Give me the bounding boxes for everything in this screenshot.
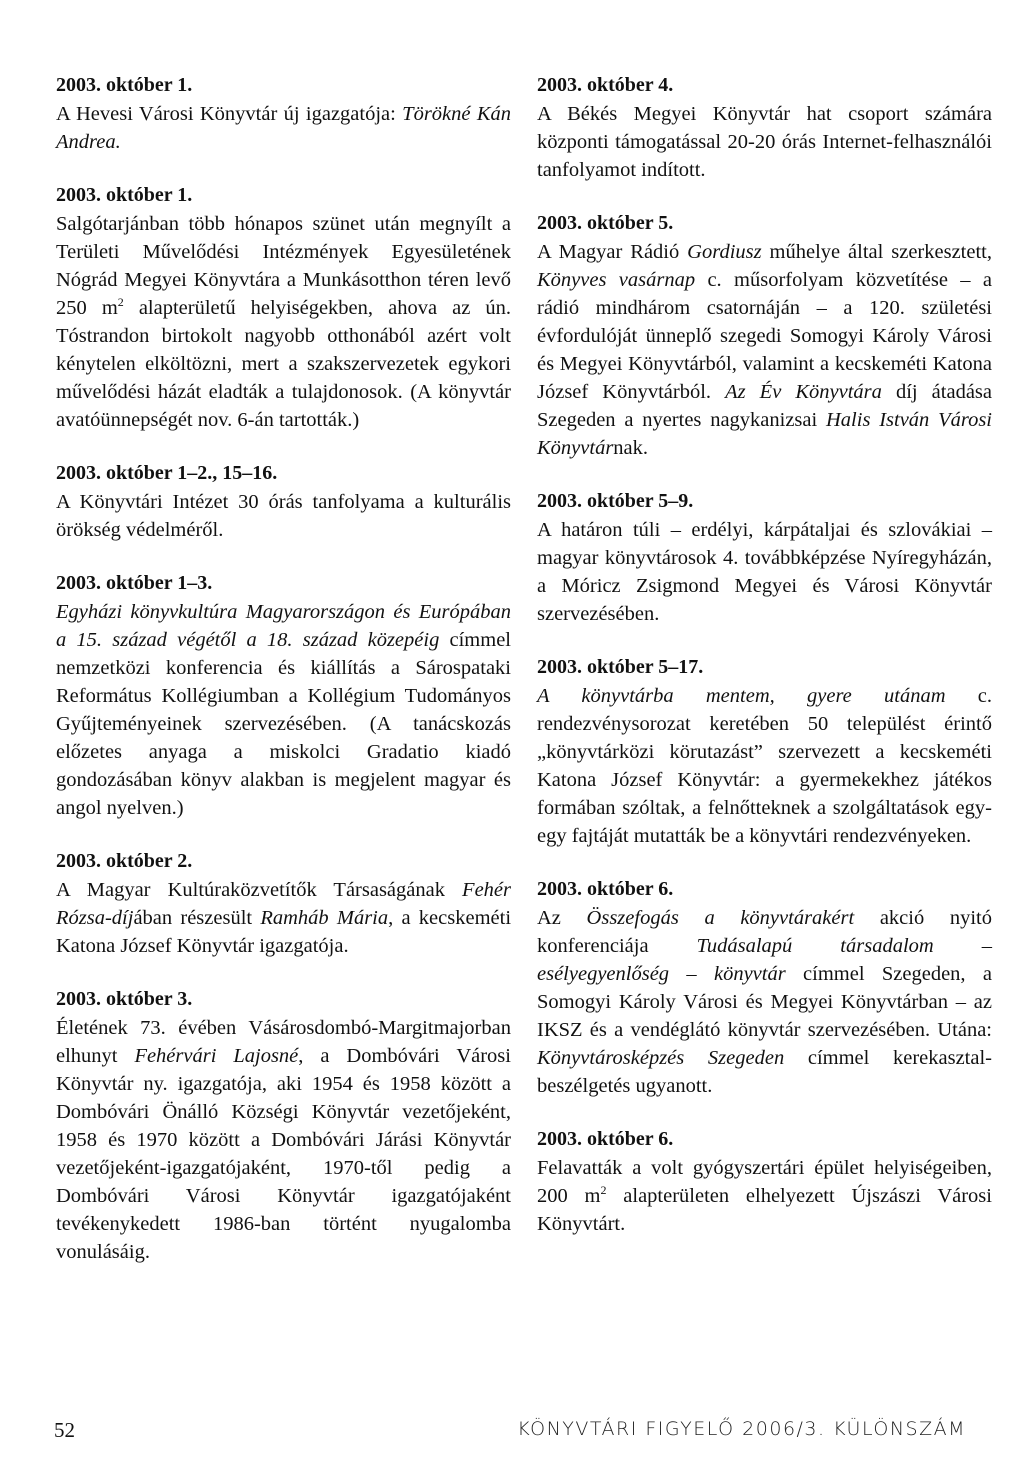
text-span: A határon túli – erdélyi, kárpátaljai és szlovákiai – magyar könyvtárosok 4. továbbképzése Nyíregyházán, a Móricz Zsigmond Megyei és Városi Könyvtár szervezésében.	[537, 519, 992, 625]
page-number: 52	[54, 1418, 75, 1442]
chronology-entry	[537, 211, 992, 462]
text-span: alapterületű helyiségekben, ahova az ún. Tóstrandon birtokolt nagyobb otthonából azért volt kénytelen elköltözni, mert a szakszervezetek egykori művelődési házát eladták a tulajdonosok. (A könyvtár avatóünnepségét nov. 6-án tartották.)	[56, 297, 511, 431]
text-span: A Könyvtári Intézet 30 órás tanfolyama a kulturális örökség védelméről.	[56, 491, 511, 541]
entry-text	[537, 100, 992, 184]
chronology-entry	[537, 1127, 992, 1238]
italic-title: Fehérvári Lajosné	[134, 1045, 299, 1067]
entry-text	[537, 1154, 992, 1238]
entry-date: 2003. október 5–9.	[537, 490, 694, 512]
text-span: címmel Szegeden, a Somogyi Károly Városi és Megyei Könyvtárban – az IKSZ és a vendéglátó könyvtár szervezésében. Utána:	[537, 963, 992, 1041]
entry-text	[537, 682, 992, 850]
entry-date: 2003. október 1–2., 15–16.	[56, 462, 278, 484]
entry-text	[56, 1014, 511, 1266]
journal-title: KÖNYVTÁRI FIGYELŐ 2006/3. KÜLÖNSZÁM	[517, 1418, 966, 1440]
italic-title: Összefogás a könyvtárakért	[586, 907, 855, 929]
text-span: Felavatták a volt gyógyszertári épület helyiségeiben, 200 m	[537, 1157, 992, 1207]
entry-text	[56, 876, 511, 960]
text-span: Életének 73. évében Vásárosdombó-Margitmajorban elhunyt	[56, 1017, 511, 1067]
text-span: címmel nemzetközi konferencia és kiállítás a Sárospataki Református Kollégiumban a Kollégium Tudományos Gyűjteményeinek szervezésében. (A tanácskozás előzetes anyaga a miskolci Gradatio kiadó gondozásában könyv alakban is megjelent magyar és angol nyelven.)	[56, 629, 511, 819]
chronology-entry	[56, 183, 511, 434]
entry-text	[537, 238, 992, 462]
entry-date: 2003. október 1–3.	[56, 572, 213, 594]
text-span: A Magyar Kultúraközvetítők Társaságának	[56, 879, 463, 901]
text-span: A Hevesi Városi Könyvtár új igazgatója:	[56, 103, 403, 125]
italic-title: Törökné Kán Andrea.	[56, 103, 512, 153]
text-span: c. rendezvénysorozat keretében 50 települést érintő „könyvtárközi körutazást” szervezett a kecskeméti Katona József Könyvtár: a gyermekekhez játékos formában szóltak, a felnőtteknek a szolgáltatások egy-egy fajtáját mutatták be a könyvtári rendezvényeken.	[537, 685, 992, 847]
text-span: nak.	[613, 437, 649, 459]
text-span: címmel kerekasztal-beszélgetés ugyanott.	[537, 1047, 993, 1097]
text-span: Az	[537, 907, 587, 929]
text-span: alapterületen elhelyezett Újszászi Városi Könyvtárt.	[537, 1185, 992, 1235]
text-span: Salgótarjánban több hónapos szünet után megnyílt a Területi Művelődési Intézmények Egyesületének Nógrád Megyei Könyvtára a Munkásotthon téren levő 250 m	[56, 213, 511, 319]
chronology-entry	[537, 655, 992, 850]
chronology-entry	[56, 461, 511, 544]
chronology-entry	[56, 987, 511, 1266]
entry-date: 2003. október 3.	[56, 988, 193, 1010]
text-span: , a kecskeméti Katona József Könyvtár igazgatója.	[56, 907, 512, 957]
entry-text	[56, 598, 511, 822]
text-span: akció nyitó konferenciája	[537, 907, 992, 957]
text-span: , a Dombóvári Városi Könyvtár ny. igazgatója, aki 1954 és 1958 között a Dombóvári Önálló Községi Könyvtár vezetőjeként, 1958 és 1970 között a Dombóvári Járási Könyvtár vezetőjeként-igazgatójaként, 1970-től pedig a Dombóvári Városi Könyvtár igazgatójaként tevékenykedett 1986-ban történt nyugalomba vonulásáig.	[56, 1045, 511, 1263]
chronology-entry	[56, 571, 511, 822]
entry-date: 2003. október 2.	[56, 850, 193, 872]
entry-text	[56, 210, 511, 434]
entry-text	[537, 516, 992, 628]
text-span: műhelye által szerkesztett,	[761, 241, 992, 263]
entry-date: 2003. október 5–17.	[537, 656, 704, 678]
chronology-entry	[56, 849, 511, 960]
chronology-entry	[537, 877, 992, 1100]
entry-date: 2003. október 4.	[537, 74, 674, 96]
italic-title: Tudásalapú társadalom – esélyegyenlőség – könyvtár	[537, 935, 992, 985]
entry-date: 2003. október 1.	[56, 184, 193, 206]
superscript: 2	[117, 295, 124, 309]
italic-title: Egyházi könyvkultúra Magyarországon és Európában a 15. század végétől a 18. század közepéig	[56, 601, 511, 651]
superscript: 2	[600, 1183, 607, 1197]
entry-text	[56, 488, 511, 544]
entry-date: 2003. október 6.	[537, 1128, 674, 1150]
chronology-entry	[537, 489, 992, 628]
italic-title: Könyvtárosképzés Szegeden	[537, 1047, 785, 1069]
italic-title: Az Év Könyvtára	[725, 381, 882, 403]
chronology-entry	[537, 73, 992, 184]
left-column	[56, 70, 511, 1293]
italic-title: Halis István Városi Könyvtár	[537, 409, 993, 459]
right-column	[537, 70, 992, 1265]
text-span: ában részesült	[133, 907, 261, 929]
italic-title: Gordiusz	[687, 241, 762, 263]
chronology-entry	[56, 73, 511, 156]
entry-text	[537, 904, 992, 1100]
italic-title: A könyvtárba mentem, gyere utánam	[537, 685, 946, 707]
text-span: A Magyar Rádió	[537, 241, 688, 263]
italic-title: Ramháb Mária	[260, 907, 389, 929]
text-span: A Békés Megyei Könyvtár hat csoport számára központi támogatással 20-20 órás Internet-felhasználói tanfolyamot indított.	[537, 103, 992, 181]
italic-title: Könyves vasárnap	[537, 269, 696, 291]
italic-title: Fehér Rózsa-díj	[56, 879, 511, 929]
entry-date: 2003. október 5.	[537, 212, 674, 234]
text-span: díj átadása Szegeden a nyertes nagykanizsai	[537, 381, 992, 431]
entry-date: 2003. október 1.	[56, 74, 193, 96]
text-span: c. műsorfolyam közvetítése – a rádió mindhárom csatornáján – a 120. születési évfordulóját ünneplő szegedi Somogyi Károly Városi és Megyei Könyvtárból, valamint a kecskeméti Katona József Könyvtárból.	[537, 269, 992, 403]
entry-date: 2003. október 6.	[537, 878, 674, 900]
entry-text	[56, 100, 511, 156]
